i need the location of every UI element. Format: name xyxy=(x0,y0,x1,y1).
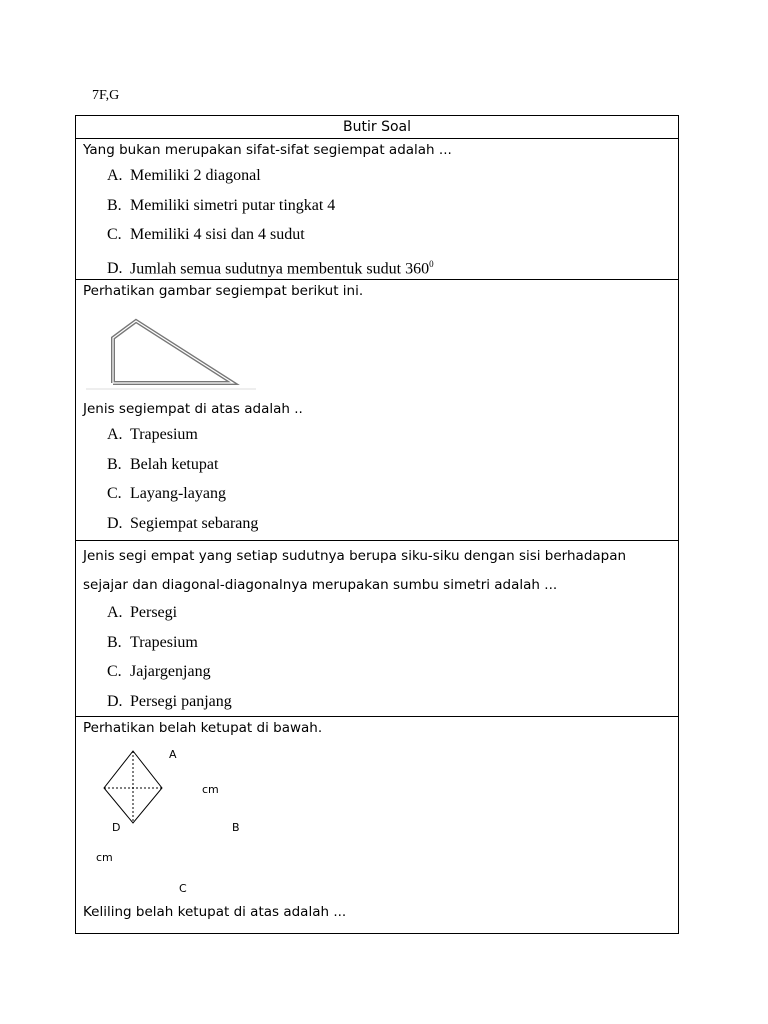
option-b: B. Memiliki simetri putar tingkat 4 xyxy=(107,196,336,214)
question-1-text: Yang bukan merupakan sifat-sifat segiempat adalah ... xyxy=(83,142,452,158)
option-a: A. Memiliki 2 diagonal xyxy=(107,167,261,184)
vertex-label-b: B xyxy=(232,821,240,834)
rhombus-shape xyxy=(76,739,336,901)
option-a: A. Trapesium xyxy=(107,426,198,443)
option-c: C. Layang-layang xyxy=(107,485,226,502)
question-2-options xyxy=(76,420,678,538)
option-a: A. Persegi xyxy=(107,604,178,621)
option-d: D. Segiempat sebarang xyxy=(107,514,259,532)
question-3-options xyxy=(76,598,678,716)
option-d: D. Jumlah semua sudutnya membentuk sudut $360^0$ xyxy=(107,258,434,277)
question-3-line-1: Jenis segi empat yang setiap sudutnya berupa siku-siku dengan sisi berhadapan xyxy=(83,548,627,564)
question-1-options xyxy=(76,161,678,279)
option-b: B. Trapesium xyxy=(107,633,198,651)
degree-superscript: 0 xyxy=(429,258,434,269)
question-3-line-2: sejajar dan diagonal-diagonalnya merupakan sumbu simetri adalah ... xyxy=(83,577,558,593)
question-row-1 xyxy=(76,139,679,280)
question-table xyxy=(75,115,679,934)
question-row-2 xyxy=(76,280,679,541)
option-d: D. Persegi panjang xyxy=(107,692,232,710)
page-code: 7F,G xyxy=(92,88,120,103)
vertex-label-a: A xyxy=(169,748,177,761)
table-header: Butir Soal xyxy=(76,116,679,139)
question-row-3 xyxy=(76,541,679,717)
question-row-4 xyxy=(76,717,679,934)
option-c: C. Jajargenjang xyxy=(107,663,211,680)
unit-label-cm-1: cm xyxy=(202,783,219,796)
vertex-label-d: D xyxy=(112,821,121,834)
quadrilateral-figure xyxy=(76,302,678,398)
rhombus-figure xyxy=(76,739,678,901)
vertex-label-c: C xyxy=(179,882,187,895)
option-c: C. Memiliki 4 sisi dan 4 sudut xyxy=(107,226,305,243)
quadrilateral-shape xyxy=(86,310,256,400)
option-b: B. Belah ketupat xyxy=(107,455,219,473)
question-4-text: Keliling belah ketupat di atas adalah ... xyxy=(83,904,347,920)
question-2-text: Jenis segiempat di atas adalah .. xyxy=(83,401,303,417)
question-2-intro: Perhatikan gambar segiempat berikut ini. xyxy=(83,283,364,299)
question-4-intro: Perhatikan belah ketupat di bawah. xyxy=(83,720,323,736)
unit-label-cm-2: cm xyxy=(96,851,113,864)
